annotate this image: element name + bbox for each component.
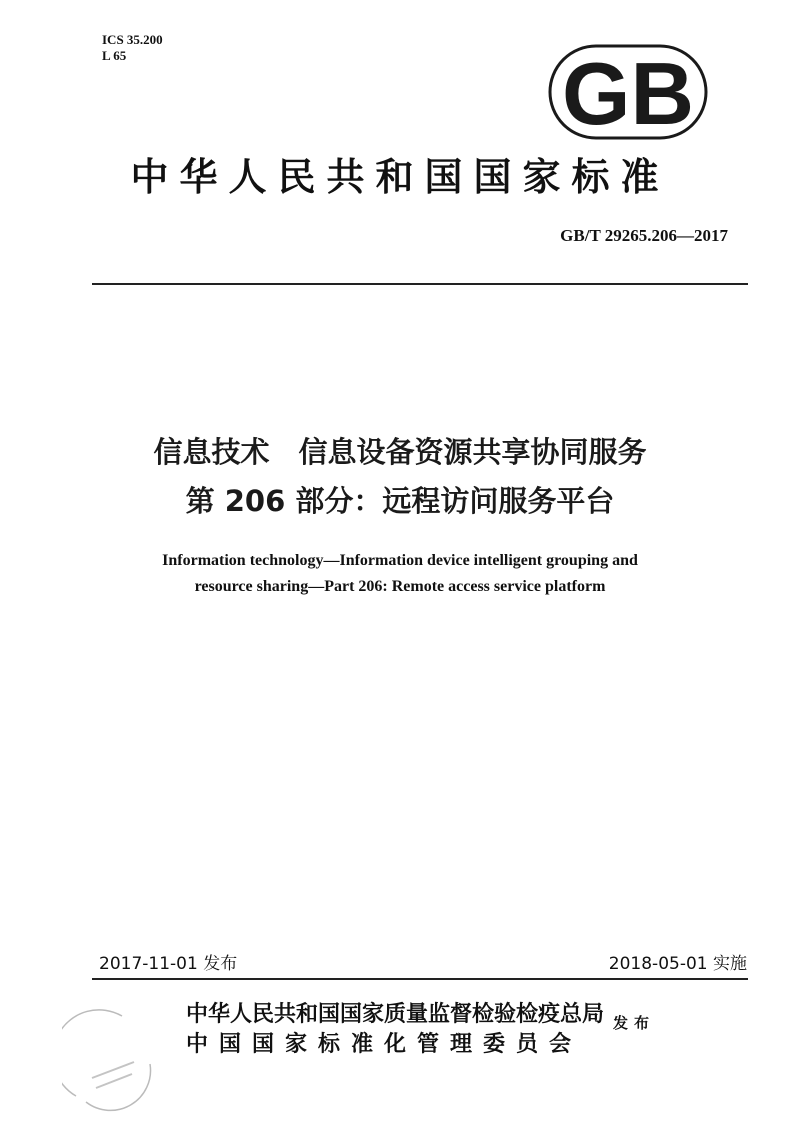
publish-label: 发布 (613, 1014, 656, 1032)
title-en-line2: resource sharing—Part 206: Remote access service platform (194, 578, 606, 595)
gb-logo-text: GB (562, 44, 694, 140)
bottom-divider (92, 978, 748, 980)
implement-date: 2018-05-01 实施 (608, 954, 747, 974)
ccs-code: L 65 (102, 48, 127, 63)
issuer-aqsiq: 中华人民共和国国家质量监督检验检疫总局 (186, 1001, 605, 1027)
title-cn-line1: 信息技术 信息设备资源共享协同服务 (153, 435, 647, 469)
issuer-sac: 中国国家标准化管理委员会 (186, 1031, 583, 1057)
top-divider (92, 283, 748, 285)
classification-codes (102, 32, 163, 64)
watermark-stamp-icon (62, 1008, 158, 1112)
standard-name: 中华人民共和国国家标准 (130, 154, 670, 199)
issue-date: 2017-11-01 发布 (99, 954, 238, 974)
standard-code: GB/T 29265.206—2017 (560, 226, 728, 245)
title-cn-line2: 第 206 部分：远程访问服务平台 (185, 484, 615, 518)
title-en-line1: Information technology—Information device intelligent grouping and (162, 552, 638, 569)
gb-logo (548, 44, 708, 140)
ics-code: ICS 35.200 (102, 32, 163, 47)
